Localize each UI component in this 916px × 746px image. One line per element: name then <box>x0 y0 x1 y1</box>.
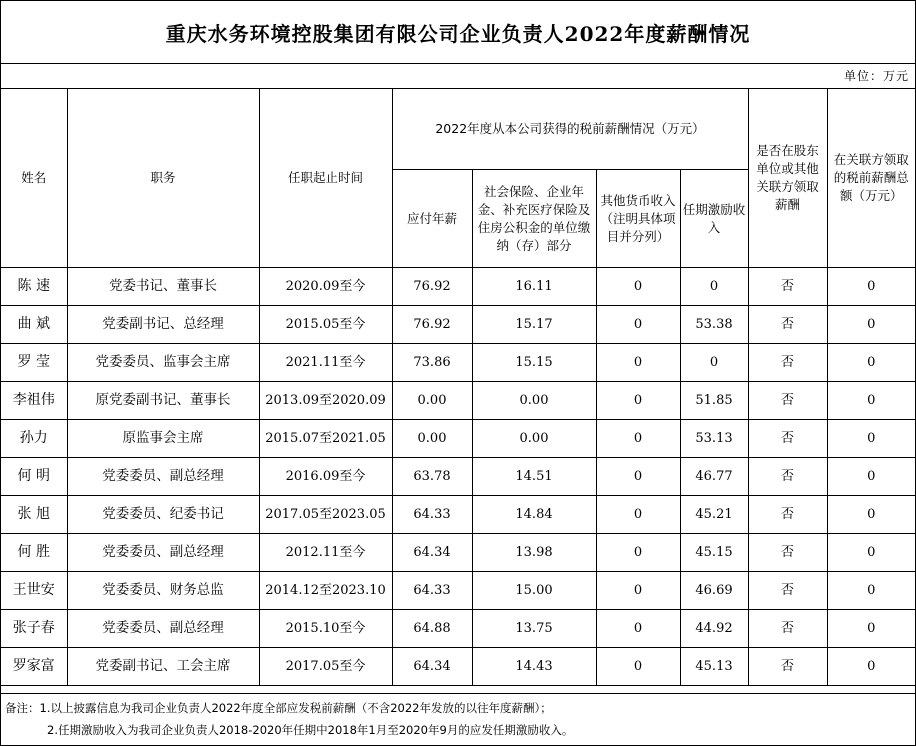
cell-incentive: 46.77 <box>680 458 748 496</box>
salary-table <box>1 88 915 686</box>
cell-related-flag: 否 <box>748 344 827 382</box>
cell-social: 15.00 <box>472 572 596 610</box>
cell-name: 何 胜 <box>1 534 67 572</box>
cell-social: 0.00 <box>472 382 596 420</box>
header-group: 2022年度从本公司获得的税前薪酬情况（万元） <box>392 89 748 170</box>
cell-term: 2015.10至今 <box>259 610 392 648</box>
cell-other: 0 <box>596 420 680 458</box>
cell-other: 0 <box>596 344 680 382</box>
cell-name: 李祖伟 <box>1 382 67 420</box>
table-row <box>1 382 915 420</box>
cell-other: 0 <box>596 496 680 534</box>
cell-related-total: 0 <box>827 458 915 496</box>
cell-other: 0 <box>596 534 680 572</box>
cell-position: 党委书记、董事长 <box>67 268 259 306</box>
header-related-total: 在关联方领取的税前薪酬总额（万元） <box>827 89 915 268</box>
cell-incentive: 51.85 <box>680 382 748 420</box>
cell-term: 2015.07至2021.05 <box>259 420 392 458</box>
table-row <box>1 610 915 648</box>
cell-position: 党委副书记、总经理 <box>67 306 259 344</box>
table-row <box>1 496 915 534</box>
table-row <box>1 306 915 344</box>
cell-annual-salary: 64.34 <box>392 648 472 686</box>
cell-social: 14.43 <box>472 648 596 686</box>
cell-other: 0 <box>596 306 680 344</box>
page-title: 重庆水务环境控股集团有限公司企业负责人2022年度薪酬情况 <box>1 1 915 64</box>
table-row <box>1 420 915 458</box>
cell-name: 曲 斌 <box>1 306 67 344</box>
cell-related-flag: 否 <box>748 420 827 458</box>
cell-annual-salary: 64.34 <box>392 534 472 572</box>
header-annual-salary: 应付年薪 <box>392 170 472 268</box>
cell-position: 党委委员、副总经理 <box>67 534 259 572</box>
cell-incentive: 53.13 <box>680 420 748 458</box>
cell-other: 0 <box>596 572 680 610</box>
cell-name: 陈 速 <box>1 268 67 306</box>
cell-social: 15.17 <box>472 306 596 344</box>
cell-term: 2017.05至今 <box>259 648 392 686</box>
cell-name: 何 明 <box>1 458 67 496</box>
cell-related-flag: 否 <box>748 610 827 648</box>
cell-term: 2013.09至2020.09 <box>259 382 392 420</box>
cell-related-flag: 否 <box>748 496 827 534</box>
cell-annual-salary: 64.33 <box>392 496 472 534</box>
unit-label: 单位：万元 <box>843 69 909 83</box>
header-social: 社会保险、企业年金、补充医疗保险及住房公积金的单位缴纳（存）部分 <box>472 170 596 268</box>
table-row <box>1 534 915 572</box>
header-related-flag: 是否在股东单位或其他关联方领取薪酬 <box>748 89 827 268</box>
cell-social: 13.98 <box>472 534 596 572</box>
cell-term: 2020.09至今 <box>259 268 392 306</box>
cell-related-total: 0 <box>827 610 915 648</box>
cell-incentive: 44.92 <box>680 610 748 648</box>
table-row <box>1 268 915 306</box>
cell-annual-salary: 76.92 <box>392 268 472 306</box>
cell-term: 2017.05至2023.05 <box>259 496 392 534</box>
cell-position: 党委委员、监事会主席 <box>67 344 259 382</box>
cell-related-total: 0 <box>827 344 915 382</box>
cell-social: 13.75 <box>472 610 596 648</box>
cell-related-flag: 否 <box>748 572 827 610</box>
table-row <box>1 344 915 382</box>
cell-annual-salary: 63.78 <box>392 458 472 496</box>
table-row <box>1 648 915 686</box>
cell-incentive: 0 <box>680 344 748 382</box>
cell-related-total: 0 <box>827 496 915 534</box>
cell-related-flag: 否 <box>748 458 827 496</box>
cell-annual-salary: 0.00 <box>392 420 472 458</box>
cell-position: 党委委员、副总经理 <box>67 610 259 648</box>
cell-related-flag: 否 <box>748 306 827 344</box>
cell-related-total: 0 <box>827 306 915 344</box>
cell-social: 0.00 <box>472 420 596 458</box>
cell-related-flag: 否 <box>748 534 827 572</box>
cell-annual-salary: 0.00 <box>392 382 472 420</box>
cell-related-flag: 否 <box>748 648 827 686</box>
cell-position: 党委委员、纪委书记 <box>67 496 259 534</box>
cell-related-total: 0 <box>827 534 915 572</box>
header-other: 其他货币收入（注明具体项目并分列） <box>596 170 680 268</box>
cell-term: 2012.11至今 <box>259 534 392 572</box>
cell-social: 15.15 <box>472 344 596 382</box>
cell-name: 罗家富 <box>1 648 67 686</box>
cell-related-total: 0 <box>827 572 915 610</box>
header-name: 姓名 <box>1 89 67 268</box>
table-row <box>1 458 915 496</box>
cell-annual-salary: 64.88 <box>392 610 472 648</box>
cell-position: 党委委员、财务总监 <box>67 572 259 610</box>
cell-incentive: 53.38 <box>680 306 748 344</box>
cell-other: 0 <box>596 458 680 496</box>
cell-incentive: 45.21 <box>680 496 748 534</box>
cell-term: 2021.11至今 <box>259 344 392 382</box>
cell-annual-salary: 73.86 <box>392 344 472 382</box>
cell-other: 0 <box>596 382 680 420</box>
cell-name: 张 旭 <box>1 496 67 534</box>
cell-annual-salary: 76.92 <box>392 306 472 344</box>
cell-position: 党委委员、副总经理 <box>67 458 259 496</box>
cell-name: 孙力 <box>1 420 67 458</box>
cell-social: 14.51 <box>472 458 596 496</box>
cell-position: 原党委副书记、董事长 <box>67 382 259 420</box>
cell-incentive: 45.13 <box>680 648 748 686</box>
cell-social: 16.11 <box>472 268 596 306</box>
cell-related-flag: 否 <box>748 382 827 420</box>
cell-name: 王世安 <box>1 572 67 610</box>
cell-position: 原监事会主席 <box>67 420 259 458</box>
cell-other: 0 <box>596 610 680 648</box>
cell-term: 2015.05至今 <box>259 306 392 344</box>
header-incentive: 任期激励收入 <box>680 170 748 268</box>
cell-annual-salary: 64.33 <box>392 572 472 610</box>
cell-incentive: 45.15 <box>680 534 748 572</box>
cell-other: 0 <box>596 648 680 686</box>
cell-term: 2014.12至2023.10 <box>259 572 392 610</box>
note-2: 2.任期激励收入为我司企业负责人2018-2020年任期中2018年1月至2020年9月的应发任期激励收入。 <box>47 723 574 737</box>
cell-name: 张子春 <box>1 610 67 648</box>
header-row-1 <box>1 89 915 170</box>
cell-incentive: 46.69 <box>680 572 748 610</box>
table-row <box>1 572 915 610</box>
cell-name: 罗 莹 <box>1 344 67 382</box>
cell-other: 0 <box>596 268 680 306</box>
notes <box>1 693 915 746</box>
cell-position: 党委副书记、工会主席 <box>67 648 259 686</box>
cell-related-total: 0 <box>827 420 915 458</box>
cell-term: 2016.09至今 <box>259 458 392 496</box>
table-body <box>1 268 915 686</box>
cell-related-total: 0 <box>827 382 915 420</box>
cell-incentive: 0 <box>680 268 748 306</box>
cell-related-total: 0 <box>827 268 915 306</box>
header-term: 任职起止时间 <box>259 89 392 268</box>
cell-related-total: 0 <box>827 648 915 686</box>
cell-related-flag: 否 <box>748 268 827 306</box>
header-position: 职务 <box>67 89 259 268</box>
cell-social: 14.84 <box>472 496 596 534</box>
note-1: 备注：1.以上披露信息为我司企业负责人2022年度全部应发税前薪酬（不含2022年发放的以往年度薪酬）； <box>5 701 552 715</box>
